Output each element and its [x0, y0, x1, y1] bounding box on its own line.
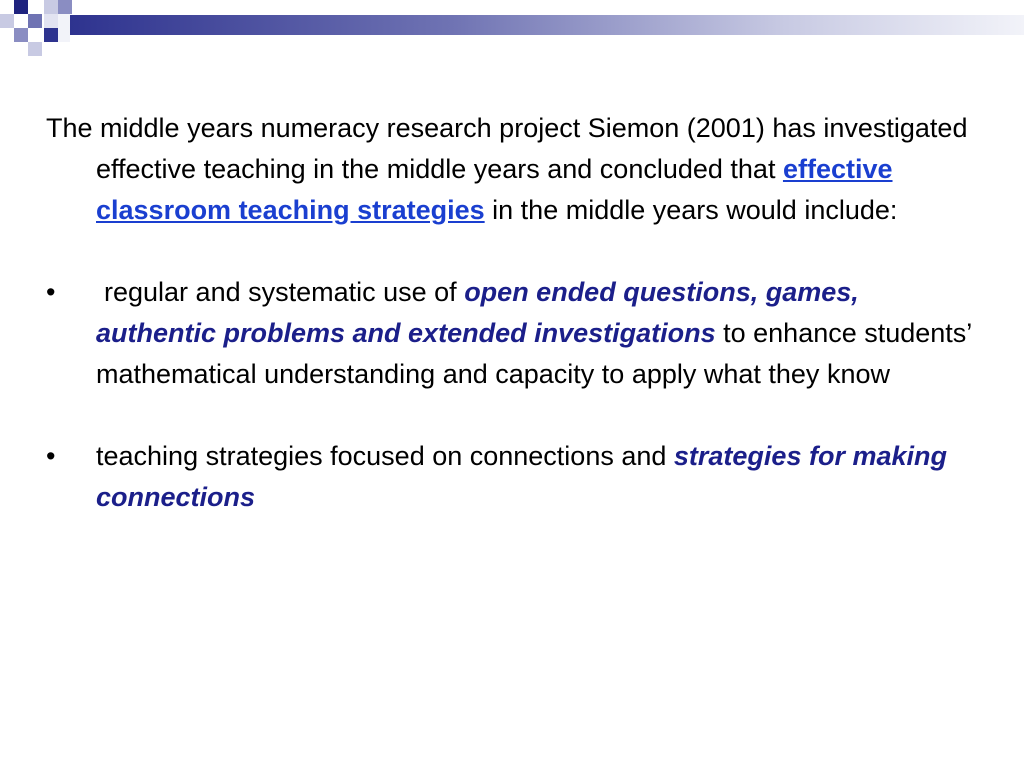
bullet-item	[46, 436, 976, 518]
deco-square	[58, 14, 70, 42]
bullet-marker: •	[46, 441, 56, 471]
header-gradient-bar	[70, 15, 1024, 35]
deco-square	[44, 14, 58, 28]
deco-square	[28, 14, 42, 28]
bullet-text: teaching strategies focused on connections and	[96, 441, 674, 471]
deco-square	[44, 0, 58, 14]
bullet-emphasis: open ended questions, games, authentic problems and extended investigations	[96, 277, 859, 348]
deco-square	[58, 0, 72, 14]
deco-square	[44, 28, 58, 42]
intro-text: The middle years numeracy research project Siemon (2001) has investigated effective teaching in the middle years and concluded that	[46, 113, 968, 184]
deco-square	[14, 0, 28, 14]
bullet-text: regular and systematic use of	[104, 277, 465, 307]
bullet-marker: •	[46, 277, 56, 307]
deco-square	[28, 42, 42, 56]
bullet-text-tail: to enhance students’ mathematical understanding and capacity to apply what they know	[96, 318, 972, 389]
bullet-emphasis: strategies for making connections	[96, 441, 947, 512]
deco-square	[0, 14, 14, 28]
deco-square	[14, 28, 28, 42]
strategies-link[interactable]: effective classroom teaching strategies	[96, 154, 893, 225]
slide-header-decoration	[0, 0, 1024, 70]
slide-body	[46, 108, 976, 518]
intro-text-tail: in the middle years would include:	[484, 195, 898, 225]
bullet-item	[46, 272, 976, 395]
intro-paragraph	[46, 108, 976, 231]
